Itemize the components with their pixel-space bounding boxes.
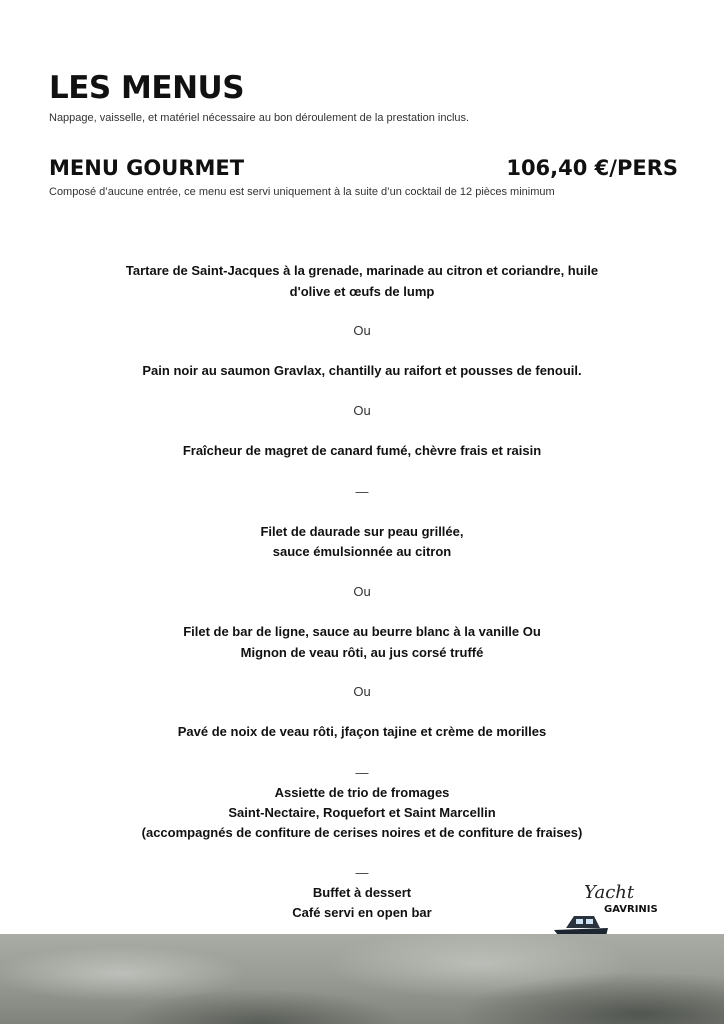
menu-line-main-1a: Filet de daurade sur peau grillée, xyxy=(260,524,464,539)
menu-line-main-2b: Mignon de veau rôti, au jus corsé truffé xyxy=(240,645,484,660)
logo-script-text: Yacht xyxy=(584,882,635,903)
menu-separator-or: Ou xyxy=(353,584,371,599)
menu-separator-dash: — xyxy=(355,484,369,499)
menu-separator-or: Ou xyxy=(353,403,371,418)
menu-line-coffee: Café servi en open bar xyxy=(292,905,432,920)
menu-line-starter-2: Pain noir au saumon Gravlax, chantilly au raifort et pousses de fenouil. xyxy=(142,363,582,378)
menu-title: MENU GOURMET xyxy=(49,156,245,180)
menu-separator-or: Ou xyxy=(353,323,371,338)
menu-line-cheese-3: (accompagnés de confiture de cerises noires et de confiture de fraises) xyxy=(141,825,583,840)
menu-line-cheese-2: Saint-Nectaire, Roquefort et Saint Marcellin xyxy=(228,805,496,820)
menu-separator-or: Ou xyxy=(353,684,371,699)
menu-line-dessert: Buffet à dessert xyxy=(312,885,412,900)
menu-price: 106,40 €/PERS xyxy=(506,156,678,180)
menu-separator-dash: — xyxy=(355,765,369,780)
menu-description: Composé d’aucune entrée, ce menu est servi uniquement à la suite d’un cocktail de 12 pièces minimum xyxy=(49,186,555,198)
logo-name-text: GAVRINIS xyxy=(604,904,658,915)
menu-line-starter-1a: Tartare de Saint-Jacques à la grenade, marinade au citron et coriandre, huile xyxy=(125,263,599,278)
menu-line-starter-1b: d'olive et œufs de lump xyxy=(289,284,435,299)
menu-separator-dash: — xyxy=(355,865,369,880)
intro-text: Nappage, vaisselle, et matériel nécessaire au bon déroulement de la prestation inclus. xyxy=(49,112,470,124)
menu-line-main-1b: sauce émulsionnée au citron xyxy=(272,544,452,559)
menu-line-main-3: Pavé de noix de veau rôti, jfaçon tajine et crème de morilles xyxy=(177,724,547,739)
menu-line-cheese-1: Assiette de trio de fromages xyxy=(274,785,450,800)
menu-line-main-2a: Filet de bar de ligne, sauce au beurre blanc à la vanille Ou xyxy=(183,624,541,639)
cloudy-sky-photo xyxy=(0,934,724,1024)
page-title: LES MENUS xyxy=(49,70,245,106)
menu-line-starter-3: Fraîcheur de magret de canard fumé, chèvre frais et raisin xyxy=(182,443,542,458)
